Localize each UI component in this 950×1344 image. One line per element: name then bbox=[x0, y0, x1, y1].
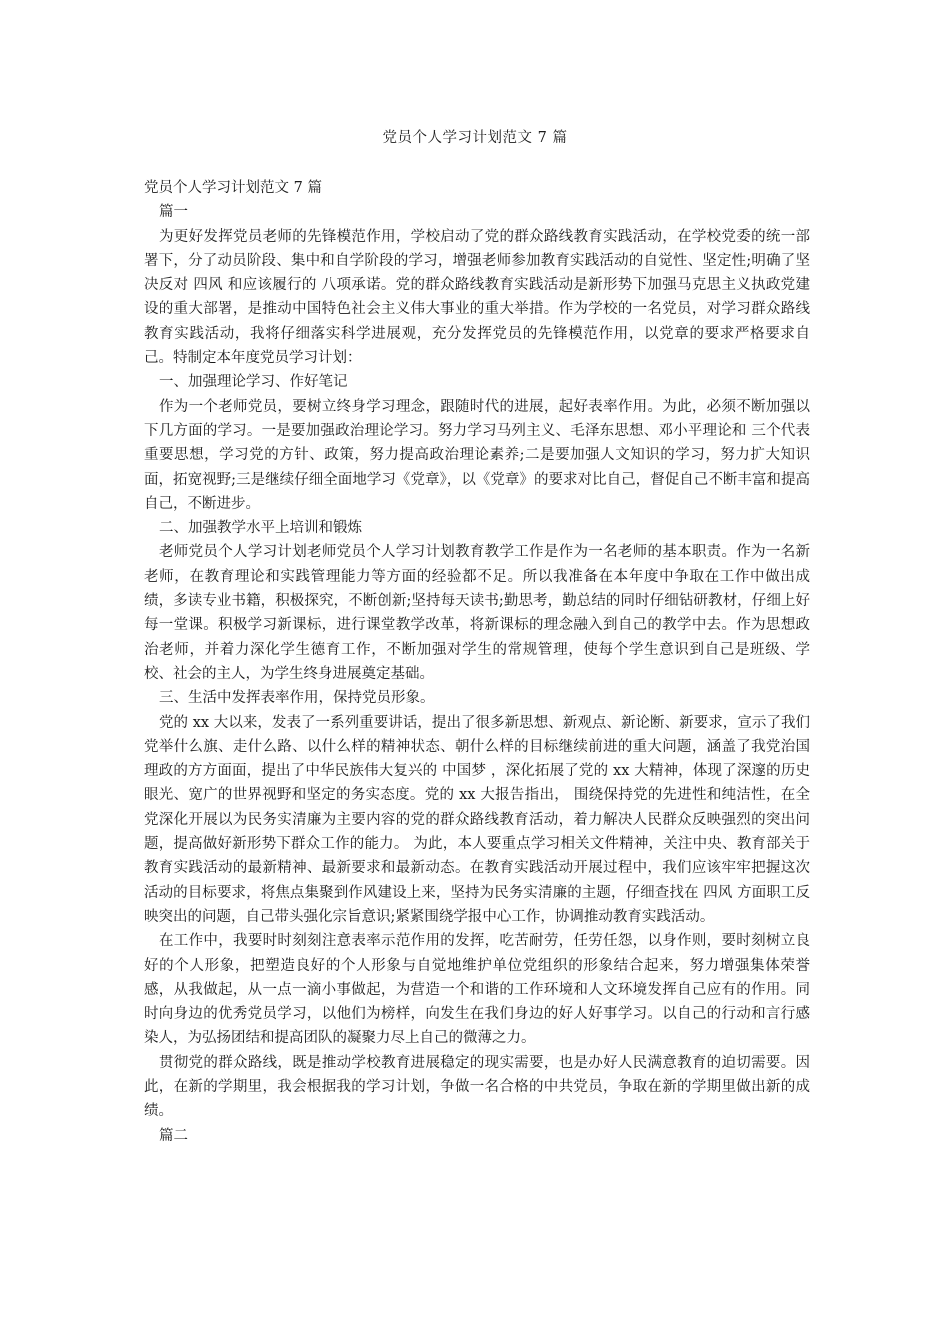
section-heading-teaching: 二、加强教学水平上培训和锻炼 bbox=[159, 520, 362, 537]
paragraph-work-example: 在工作中，我要时时刻刻注意表率示范作用的发挥，吃苦耐劳，任劳任怨，以身作则，要时刻树立良好的个人形象，把塑造良好的个人形象与自觉地维护单位党组织的形象结合起来，努力增强集体荣誉感，从我做起，从一点一滴小事做起，为营造一个和谐的工作环境和人文环境发挥自己应有的作用。同时向身边的优秀党员学习，以他们为榜样，向发生在我们身边的好人好事学习。以自己的行动和言行感染人，为弘扬团结和提高团队的凝聚力尽上自己的微薄之力。 bbox=[144, 933, 810, 1047]
paragraph-conclusion: 贯彻党的群众路线，既是推动学校教育进展稳定的现实需要，也是办好人民满意教育的迫切需要。因此，在新的学期里，我会根据我的学习计划，争做一名合格的中共党员，争取在新的学期里做出新的成绩。 bbox=[144, 1054, 810, 1120]
paragraph-intro: 为更好发挥党员老师的先锋模范作用，学校启动了党的群众路线教育实践活动，在学校党委的统一部署下，分了动员阶段、集中和自学阶段的学习，增强老师参加教育实践活动的自觉性、坚定性;明确了坚决反对 四风 和应该履行的 八项承诺。党的群众路线教育实践活动是新形势下加强马克思主义执政党建设的重大部署，是推动中国特色社会主义伟大事业的重大举措。作为学校的一名党员，对学习群众路线教育实践活动，我将仔细落实科学进展观，充分发挥党员的先锋模范作用，以党章的要求严格要求自己。特制定本年度党员学习计划： bbox=[144, 228, 810, 367]
section-heading-part-2: 篇二 bbox=[159, 1127, 188, 1144]
document-title: 党员个人学习计划范文 7 篇 bbox=[382, 130, 568, 146]
paragraph-teaching: 老师党员个人学习计划老师党员个人学习计划教育教学工作是作为一名老师的基本职责。作为一名新老师，在教育理论和实践管理能力等方面的经验都不足。所以我准备在本年度中争取在工作中做出成绩，多读专业书籍，积极探究，不断创新;坚持每天读书;勤思考，勤总结的同时仔细钻研教材，仔细上好每一堂课。积极学习新课标，进行课堂教学改革，将新课标的理念融入到自己的教学中去。作为思想政治老师，并着力深化学生德育工作，不断加强对学生的常规管理，使每个学生意识到自己是班级、学校、社会的主人，为学生终身进展奠定基础。 bbox=[144, 544, 810, 682]
section-heading-theory-study: 一、加强理论学习、作好笔记 bbox=[159, 374, 348, 391]
section-heading-part-1: 篇一 bbox=[159, 204, 188, 221]
document-subtitle: 党员个人学习计划范文 7 篇 bbox=[144, 180, 322, 196]
paragraph-party-congress: 党的 xx 大以来，发表了一系列重要讲话，提出了很多新思想、新观点、新论断、新要求，宣示了我们党举什么旗、走什么路、以什么样的精神状态、朝什么样的目标继续前进的重大问题，涵盖了我党治国理政的方方面面，提出了中华民族伟大复兴的 中国梦 ，深化拓展了党的 xx 大精神，体现了深邃的历史眼光、宽广的世界视野和坚定的务实态度。党的 xx 大报告指出， 围绕保持党的先进性和纯洁性，在全党深化开展以为民务实清廉为主要内容的党的群众路线教育活动，着力解决人民群众反映强烈的突出问题，提高做好新形势下群众工作的能力。 为此，本人要重点学习相关文件精神，关注中央、教育部关于教育实践活动的最新精神、最新要求和最新动态。在教育实践活动开展过程中，我们应该牢牢把握这次活动的目标要求，将焦点集聚到作风建设上来，坚持为民务实清廉的主题，仔细查找在 四风 方面职工反映突出的问题，自己带头强化宗旨意识;紧紧围绕学报中心工作，协调推动教育实践活动。 bbox=[144, 714, 810, 925]
document-body bbox=[144, 176, 810, 1148]
paragraph-theory-study: 作为一个老师党员，要树立终身学习理念，跟随时代的进展，起好表率作用。为此，必须不断加强以下几方面的学习。一是要加强政治理论学习。努力学习马列主义、毛泽东思想、邓小平理论和 三个代表 重要思想，学习党的方针、政策，努力提高政治理论素养;二是要加强人文知识的学习，努力扩大知识面，拓宽视野;三是继续仔细全面地学习《党章》，以《党章》的要求对比自己，督促自己不断丰富和提高自己，不断进步。 bbox=[144, 398, 810, 512]
section-heading-life-example: 三、生活中发挥表率作用，保持党员形象。 bbox=[159, 690, 435, 707]
